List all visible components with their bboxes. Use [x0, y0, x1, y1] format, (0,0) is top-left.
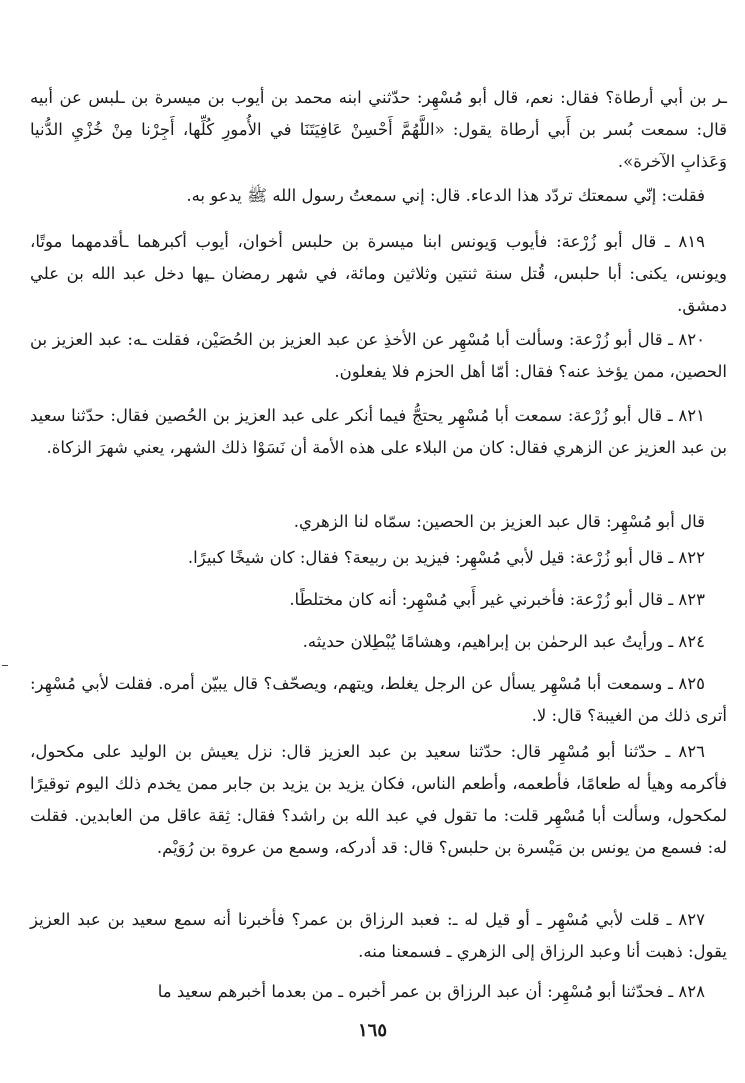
- paragraph-continuation: [30, 82, 727, 178]
- paragraph-821: [30, 400, 727, 464]
- paragraph-text: ٨٢٥ ـ وسمعت أبا مُسْهِر يسأل عن الرجل يغلط، ويتهم، ويصحّف؟ قال يبيّن أمره. فقلت لأبي مُسْهِر: أترى ذلك من الغيبة؟ قال: لا.: [30, 674, 727, 725]
- paragraph-828: [30, 976, 727, 1008]
- paragraph-827: [30, 904, 727, 968]
- paragraph-823: [30, 584, 727, 616]
- paragraph-text: فقلت: إنّي سمعتك تردّد هذا الدعاء. قال: إني سمعتُ رسول الله ﷺ يدعو به.: [186, 186, 705, 205]
- paragraph-824: [30, 626, 727, 658]
- paragraph-text: ٨٢٦ ـ حدّثنا أبو مُسْهِر قال: حدّثنا سعيد بن عبد العزيز قال: نزل يعيش بن الوليد على مكحول، فأكرمه وهيأ له طعامًا، فأطعمه، وأطعم الناس، فكان يزيد بن يزيد بن جابر ممن يخدم ذلك اليوم توقيرًا لمكحول، وسألت أبا مُسْهِر قلت: ما تقول في عبد الله بن راشد؟ فقال: ثِقة عاقل من العابدين. فقلت له: فسمع من يونس بن مَيْسرة بن حلبس؟ قال: قد أدركه، وسمع من عروة بن رُوَيْم.: [30, 742, 727, 857]
- paragraph-text: ٨٢٨ ـ فحدّثنا أبو مُسْهِر: أن عبد الرزاق بن عمر أخبره ـ من بعدما أخبرهم سعيد ما: [157, 982, 705, 1001]
- paragraph-819: [30, 226, 727, 322]
- paragraph-text: ٨١٩ ـ قال أبو زُرْعة: فأيوب وَيونس ابنا ميسرة بن حلبس أخوان، أيوب أكبرهما ـأقدمهما موتًا، ويونس، يكنى: أبا حلبس، قُتل سنة ثنتين وثلاثين ومائة، في شهر رمضان ـيها دخل عبد الله بن علي دمشق.: [30, 232, 727, 315]
- paragraph-text: ٨٢٢ ـ قال أبو زُرْعة: قيل لأبي مُسْهِر: فيزيد بن ربيعة؟ فقال: كان شيخًا كبيرًا.: [187, 548, 705, 567]
- paragraph-820: [30, 324, 727, 388]
- paragraph-text: ٨٢٤ ـ ورأيتُ عبد الرحمٰن بن إبراهيم، وهشامًا يُبْطِلان حديثه.: [302, 632, 705, 651]
- paragraph-825: [30, 668, 727, 732]
- paragraph-822: [30, 542, 727, 574]
- paragraph-text: قال أبو مُسْهِر: قال عبد العزيز بن الحصين: سمّاه لنا الزهري.: [293, 512, 705, 531]
- paragraph-text: ٨٢٧ ـ قلت لأبي مُسْهِر ـ أو قيل له ـ: فعبد الرزاق بن عمر؟ فأخبرنا أنه سمع سعيد بن عبد العزيز يقول: ذهبت أنا وعبد الرزاق إلى الزهري ـ فسمعنا منه.: [30, 910, 727, 961]
- paragraph-text: ٨٢١ ـ قال أبو زُرْعة: سمعت أبا مُسْهِر يحتجُّ فيما أنكر على عبد العزيز بن الحُصين فقال: حدّثنا سعيد بن عبد العزيز عن الزهري فقال: كان من البلاء على هذه الأمة أن نَسَوْا ذلك الشهر، يعني شهرَ الزكاة.: [30, 406, 727, 457]
- margin-mark: [2, 665, 8, 666]
- paragraph-text: ٨٢٣ ـ قال أبو زُرْعة: فأخبرني غير أَبي مُسْهِر: أنه كان مختلطًا.: [289, 590, 705, 609]
- page-number: ١٦٥: [357, 1020, 387, 1041]
- paragraph-text: ـر بن أبي أرطاة؟ فقال: نعم، قال أبو مُسْهِر: حدّثني ابنه محمد بن أيوب بن ميسرة بن ـلبس عن أبيه قال: سمعت بُسر بن أَبي أرطاة يقول: «اللَّهُمَّ أَحْسِنْ عَافِيَتَنَا في الأُمورِ كُلِّها، أَجِرْنا مِنْ خُزْيِ الدُّنيا وَعَذابِ الآخرة».: [30, 88, 727, 171]
- paragraph-abu-mushir-note: [30, 506, 727, 538]
- paragraph-prayer-note: [30, 180, 727, 212]
- paragraph-826: [30, 736, 727, 864]
- paragraph-text: ٨٢٠ ـ قال أبو زُرْعة: وسألت أبا مُسْهِر عن الأخذِ عن عبد العزيز بن الحُصَيْن، فقلت ـه: عبد العزيز بن الحصين، ممن يؤخذ عنه؟ فقال: أمّا أهل الحزم فلا يفعلون.: [30, 330, 727, 381]
